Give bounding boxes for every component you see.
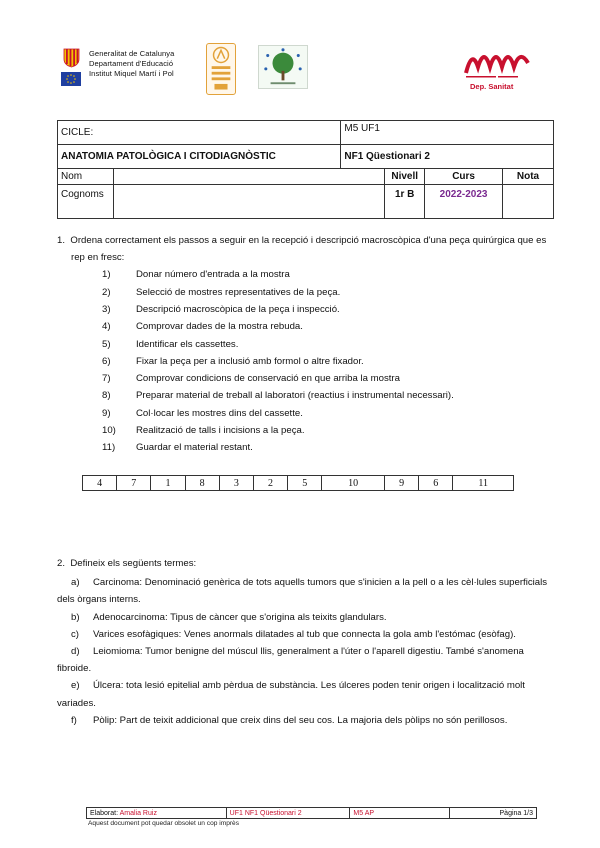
answer-cell[interactable]: 10 bbox=[322, 476, 385, 491]
item-text: Preparar material de treball al laboratori (reactius i instrumental necessari). bbox=[136, 390, 454, 402]
item-text: Descripció macroscòpica de la peça i inspecció. bbox=[136, 304, 340, 315]
nota-label: Nota bbox=[503, 169, 554, 185]
definition-letter: d) bbox=[71, 646, 80, 658]
definition-item bbox=[57, 574, 557, 608]
item-text: Selecció de mostres representatives de la peça. bbox=[136, 286, 341, 298]
question-number: 2. bbox=[57, 558, 66, 569]
document-header bbox=[0, 40, 600, 100]
curs-label: Curs bbox=[425, 169, 503, 185]
list-item bbox=[57, 301, 557, 318]
question-2 bbox=[57, 555, 557, 729]
answer-cell[interactable]: 3 bbox=[219, 476, 253, 491]
item-text: Realització de talls i incisions a la peça. bbox=[136, 425, 305, 437]
item-text: Col·locar les mostres dins del cassette. bbox=[136, 407, 303, 419]
answer-cell[interactable]: 8 bbox=[185, 476, 219, 491]
item-number: 2) bbox=[102, 286, 111, 298]
questionnaire-cell bbox=[341, 145, 554, 169]
item-number: 6) bbox=[102, 355, 111, 367]
item-number: 4) bbox=[102, 321, 111, 333]
item-text: Comprovar condicions de conservació en que arriba la mostra bbox=[136, 373, 400, 385]
cicle-value-cell bbox=[58, 145, 341, 169]
nivell-label: Nivell bbox=[385, 169, 425, 185]
student-info-table bbox=[57, 120, 554, 219]
tree-logo-icon bbox=[258, 45, 308, 89]
definition-text: Pòlip: Part de teixit addicional que creix dins del seu cos. La majoria dels pòlips no són perillosos. bbox=[93, 714, 508, 726]
nom-field[interactable] bbox=[113, 169, 384, 185]
question-number: 1. bbox=[57, 235, 66, 246]
definition-letter: c) bbox=[71, 628, 79, 640]
definition-letter: b) bbox=[71, 611, 80, 623]
questionnaire-label: NF1 Qüestionari 2 bbox=[344, 151, 430, 162]
module-cell bbox=[341, 121, 554, 145]
item-text: Comprovar dades de la mostra rebuda. bbox=[136, 321, 303, 333]
item-text: Donar número d'entrada a la mostra bbox=[136, 269, 290, 281]
definition-item bbox=[57, 643, 557, 677]
document-footer bbox=[86, 807, 537, 819]
agenda-2030-logo-icon bbox=[206, 43, 236, 95]
definition-letter: e) bbox=[71, 680, 80, 692]
item-text: Fixar la peça per a inclusió amb formol o altre fixador. bbox=[136, 355, 364, 367]
definition-text: Leiomioma: Tumor benigne del múscul llis, generalment a l'úter o l'aparell digestiu. També s'anomena fibroide. bbox=[57, 646, 524, 675]
item-number: 7) bbox=[102, 373, 111, 385]
answer-cell[interactable]: 11 bbox=[453, 476, 514, 491]
cicle-value: ANATOMIA PATOLÒGICA I CITODIAGNÒSTIC bbox=[61, 151, 276, 162]
item-number: 1) bbox=[102, 269, 111, 281]
list-item bbox=[57, 284, 557, 301]
list-item bbox=[57, 387, 557, 404]
answer-order-table bbox=[82, 475, 514, 491]
list-item bbox=[57, 422, 557, 439]
footer-author-cell bbox=[87, 808, 227, 819]
definition-text: Carcinoma: Denominació genèrica de tots aquells tumors que s'inicien a la pell o a les cèl·lules superficials dels òrgans interns. bbox=[57, 577, 548, 606]
department-label: Dep. Sanitat bbox=[470, 82, 514, 91]
item-number: 8) bbox=[102, 390, 111, 402]
question-text: Ordena correctament els passos a seguir en la recepció i descripció macroscòpica d'una peça quirúrgica que es rep en fresc: bbox=[70, 235, 547, 264]
list-item bbox=[57, 370, 557, 387]
eu-flag-icon bbox=[61, 72, 81, 86]
item-text: Identificar els cassettes. bbox=[136, 338, 239, 350]
footer-author-label: Elaborat: bbox=[90, 809, 119, 817]
question-2-stem bbox=[57, 555, 557, 572]
institution-line: Departament d'Educació bbox=[89, 59, 174, 68]
answer-cell[interactable]: 2 bbox=[253, 476, 287, 491]
definition-letter: a) bbox=[71, 577, 80, 589]
item-text: Guardar el material restant. bbox=[136, 442, 253, 454]
cognoms-field[interactable] bbox=[113, 185, 384, 219]
item-number: 10) bbox=[102, 425, 116, 437]
module-label: M5 UF1 bbox=[344, 123, 380, 134]
definition-item bbox=[57, 609, 557, 626]
definition-item bbox=[57, 677, 557, 711]
curs-value: 2022-2023 bbox=[425, 185, 503, 219]
answer-cell[interactable]: 4 bbox=[83, 476, 117, 491]
list-item bbox=[57, 266, 557, 283]
definition-item bbox=[57, 626, 557, 643]
nom-label: Nom bbox=[58, 169, 114, 185]
list-item bbox=[57, 353, 557, 370]
footer-module: M5 AP bbox=[350, 808, 450, 819]
nivell-value: 1r B bbox=[385, 185, 425, 219]
institution-line: Institut Miquel Martí i Pol bbox=[89, 69, 174, 78]
cognoms-label: Cognoms bbox=[58, 185, 114, 219]
question-1 bbox=[57, 232, 557, 457]
item-number: 3) bbox=[102, 304, 111, 315]
answer-cell[interactable]: 1 bbox=[151, 476, 185, 491]
definition-letter: f) bbox=[71, 714, 77, 726]
item-number: 5) bbox=[102, 338, 111, 350]
institution-line: Generalitat de Catalunya bbox=[89, 49, 175, 58]
list-item bbox=[57, 336, 557, 353]
question-1-stem bbox=[57, 232, 557, 266]
answer-cell[interactable]: 5 bbox=[288, 476, 322, 491]
definition-text: Adenocarcinoma: Tipus de càncer que s'origina als teixits glandulars. bbox=[93, 611, 387, 623]
cicle-label-cell bbox=[58, 121, 341, 145]
gencat-emblem-icon bbox=[63, 48, 80, 68]
definition-text: Varices esofàgiques: Venes anormals dilatades al tub que connecta la gola amb l'estómac (esòfag). bbox=[93, 628, 516, 640]
answer-cell[interactable]: 9 bbox=[384, 476, 418, 491]
footer-page: Pàgina 1/3 bbox=[450, 808, 537, 819]
footer-author-value: Amalia Ruiz bbox=[119, 809, 157, 817]
footer-note: Aquest document pot quedar obsolet un cop imprès bbox=[88, 820, 240, 827]
cicle-label: CICLE: bbox=[61, 127, 94, 138]
list-item bbox=[57, 405, 557, 422]
definition-item bbox=[57, 712, 557, 729]
answer-cell[interactable]: 6 bbox=[419, 476, 453, 491]
nota-value[interactable] bbox=[503, 185, 554, 219]
question-text: Defineix els següents termes: bbox=[70, 558, 197, 569]
definition-text: Úlcera: tota lesió epitelial amb pèrdua de substància. Les úlceres poden tenir origen i localització molt variades. bbox=[57, 680, 525, 709]
answer-cell[interactable]: 7 bbox=[117, 476, 151, 491]
footer-doc-code: UF1 NF1 Qüestionari 2 bbox=[226, 808, 350, 819]
item-number: 9) bbox=[102, 407, 111, 419]
list-item bbox=[57, 439, 557, 456]
institution-text bbox=[89, 49, 174, 79]
item-number: 11) bbox=[102, 442, 116, 454]
list-item bbox=[57, 318, 557, 335]
